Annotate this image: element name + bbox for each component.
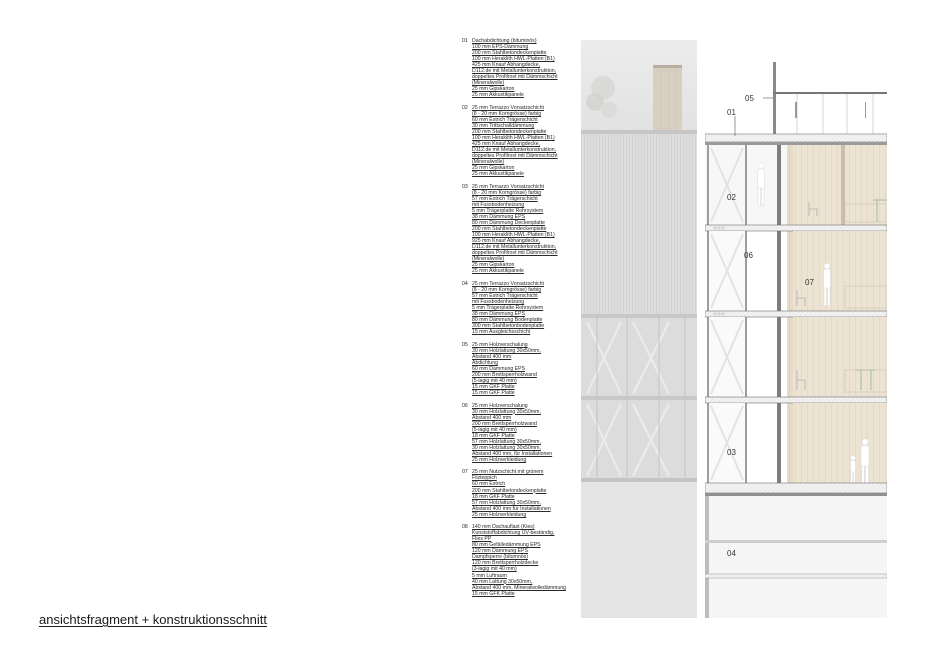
label-05: 05	[745, 94, 754, 103]
roof-edge	[581, 130, 697, 134]
label-07: 07	[805, 278, 814, 287]
spec-item-04	[462, 281, 580, 335]
spec-item-01	[462, 38, 580, 98]
spec-line: 25 mm Gipskarton	[472, 165, 515, 172]
spec-line: 38 mm Dämmung EPS	[472, 214, 526, 221]
spec-line: 25 mm Akkustikpanele	[472, 268, 524, 275]
spec-line: Abstand 400 mm für Installationen	[472, 505, 551, 512]
spec-line: 57 mm Estrich Trägerschicht	[472, 195, 538, 202]
spec-line: 200 mm Stahlbetondeckenplatte	[472, 50, 547, 57]
spec-line: 57 mm Estrich Trägerschicht	[472, 293, 538, 299]
spec-line: 425 mm Knauf Abhangdecke,	[472, 141, 541, 148]
label-06: 06	[744, 251, 753, 260]
spec-line: 5 mm Luftraum	[472, 572, 507, 579]
floor-slab	[705, 225, 887, 231]
spec-line: 30 mm Trittschalldämmung	[472, 123, 535, 129]
spec-line: 25 mm Gipskarton	[472, 262, 515, 269]
spec-line: 30 mm Holzlattung 30x50mm,	[472, 444, 541, 451]
rooftop-wooden-box	[653, 65, 682, 131]
spec-line: 15 mm GFK Platte	[472, 590, 515, 597]
rooftop-structure	[773, 62, 887, 138]
spec-item-03	[462, 184, 580, 275]
spec-line: (5-lagig mit 40 mm)	[472, 426, 517, 433]
spec-line: 200 mm Stahlbetondeckenplatte	[472, 487, 547, 494]
spec-line: 80 mm Dämmung Deckenplatte	[472, 220, 545, 227]
spec-number: 05	[462, 341, 468, 348]
spec-line: 25 mm Holzverkleidung	[472, 511, 527, 518]
spec-line: 200 mm Brettsperrholzwand	[472, 371, 537, 378]
spec-line: 140 mm Dachauflast (Kies)	[472, 524, 535, 531]
spec-line: Abstand 400 mm, Mineralwolledämmung	[472, 584, 566, 591]
spec-line: (Mineralwolle)	[472, 256, 505, 263]
spec-line: 25 mm Gipskarton	[472, 86, 515, 93]
spec-number: 07	[462, 469, 468, 476]
spec-line: mit Fussbodenheizung	[472, 201, 525, 208]
spec-line: (8 - 20 mm Korngrösse) farbig	[472, 286, 542, 293]
spec-line: 15 mm Ausgleichsschicht	[472, 329, 531, 336]
spec-number: 06	[462, 402, 468, 409]
spec-line: 40 mm Lattung 30x50mm,	[472, 578, 533, 585]
spec-line: 100 mm Heraklith HWL-Platten (B1)	[472, 56, 555, 63]
spec-line: 25 mm Terrazzo Vorsatzschicht	[472, 280, 544, 287]
spec-line: 60 mm Dämmung EPS	[472, 365, 526, 372]
spec-line: 60 mm Estrich	[472, 481, 506, 488]
spec-line: 25 mm Terrazzo Vorsatzschicht	[472, 183, 544, 190]
facade-cladding	[581, 134, 697, 314]
spec-line: 18 mm GKF Platte	[472, 432, 515, 439]
spec-line: 25 mm Holzverschalung	[472, 402, 528, 409]
child-figure	[851, 456, 856, 484]
label-02: 02	[727, 193, 736, 202]
spec-line: 80 mm Gefälledämmung EPS	[472, 542, 541, 549]
spec-line: 200 mm Stahlbetondeckenplatte	[472, 226, 547, 233]
page-title: ansichtsfragment + konstruktionsschnitt	[39, 612, 267, 627]
spec-line: (3-lagig mit 40 mm)	[472, 566, 517, 573]
spec-line: 30 mm Holzlattung 30x50mm,	[472, 408, 541, 415]
spec-line: 25 mm Akkustikpanele	[472, 171, 524, 178]
construction-spec-list	[462, 38, 580, 603]
spec-line: 25 mm Holzverschalung	[472, 341, 528, 348]
spec-item-07	[462, 469, 580, 517]
spec-line: 5 mm Trägerplatte Rohrsystem	[472, 208, 544, 214]
spec-line: doppeltes Profilrost mit Dämmschicht	[472, 250, 558, 257]
construction-section	[705, 54, 887, 618]
spec-line: 25 mm Terrazzo Vorsatzschicht	[472, 104, 544, 111]
spec-line: 60 mm Estrich Trägerschicht	[472, 116, 538, 123]
spec-line: 18 mm GKF Platte	[472, 493, 515, 500]
spec-line: mit Fussbodenheizung	[472, 299, 525, 306]
spec-line: Dachabdichtung (bituminös)	[472, 38, 537, 44]
spec-number: 04	[462, 280, 468, 287]
spec-line: D112.de mit Metallunterkonstruktion,	[472, 244, 557, 251]
spec-item-02	[462, 105, 580, 178]
spec-line: doppeltes Profilrost mit Dämmschicht	[472, 74, 558, 81]
spec-line: 25 mm Holzverkleidung	[472, 456, 527, 463]
spec-line: 100 mm EPS-Dämmung	[472, 44, 529, 51]
spec-item-08	[462, 524, 580, 597]
spec-line: D112.de mit Metallunterkonstruktion,	[472, 147, 557, 154]
spec-line: 100 mm Heraklith HWL-Platten (B1)	[472, 232, 555, 239]
elevation-fragment	[581, 40, 697, 618]
spec-line: 80 mm Dämmung Bodenplatte	[472, 317, 543, 324]
spec-line: Abstand 400 mm	[472, 353, 512, 360]
spec-line: Kunststoffabdichtung UV-beständig,	[472, 530, 555, 537]
plinth	[581, 482, 697, 618]
spec-line: Abdichtung	[472, 359, 498, 366]
spec-line: 57 mm Holzlattung 30x50mm,	[472, 499, 541, 506]
spec-line: Dampfsperre (bitumnös)	[472, 554, 528, 561]
spec-number: 03	[462, 183, 468, 190]
spec-line: 25 mm Nutzschicht mit grünem	[472, 469, 544, 476]
spec-line: 925 mm Knauf Abhangdecke,	[472, 238, 541, 245]
spec-line: 120 mm Brettsperrholzdecke	[472, 560, 539, 567]
spec-line: Filzteppich	[472, 475, 497, 482]
spec-line: 15 mm GKF Platte	[472, 384, 515, 391]
spec-line: (Mineralwolle)	[472, 80, 505, 87]
spec-item-06	[462, 403, 580, 463]
floor-slab	[705, 397, 887, 403]
spec-line: Abstand 400 mm, für Installationen	[472, 450, 553, 457]
spec-line: 30 mm Holzlattung 30x50mm,	[472, 347, 541, 354]
spec-line: (8 - 20 mm Korngrösse) farbig	[472, 189, 542, 196]
spec-line: doppeltes Profilrost mit Dämmschicht	[472, 153, 558, 160]
spec-item-05	[462, 342, 580, 396]
spec-line: 200 mm Stahlbetondeckenplatte	[472, 129, 547, 136]
spec-number: 02	[462, 104, 468, 111]
label-01: 01	[727, 108, 736, 117]
spec-line: 38 mm Dämmung EPS	[472, 311, 526, 318]
spec-number: 01	[462, 38, 468, 44]
spec-line: 15 mm GKF Platte	[472, 390, 515, 397]
spec-line: D112.de mit Metallunterkonstruktion,	[472, 68, 557, 75]
spec-line: (5-lagig mit 40 mm)	[472, 378, 517, 384]
spec-line: 425 mm Knauf Abhangdecke,	[472, 62, 541, 69]
spec-line: 300 mm Stahlbetonbodenplatte	[472, 323, 545, 330]
spec-line: 5 mm Trägerplatte Rohrsystem	[472, 305, 544, 312]
spec-line: (8 - 20 mm Korngrösse) farbig	[472, 110, 542, 117]
spec-line: 25 mm Akkustikpanele	[472, 92, 524, 99]
label-03: 03	[727, 448, 736, 457]
label-04: 04	[727, 549, 736, 558]
spec-line: 200 mm Brettsperrholzwand	[472, 420, 537, 427]
ground-slab	[705, 483, 887, 493]
spec-line: Abstand 400 mm	[472, 414, 512, 421]
spec-line: (Mineralwolle)	[472, 159, 505, 166]
floor-slab	[705, 311, 887, 317]
spec-line: 57 mm Holzlattung 30x50mm,	[472, 438, 541, 445]
roof-slab	[705, 134, 887, 142]
spec-line: 100 mm Heraklith HWL-Platten (B1)	[472, 135, 555, 142]
spec-line: 120 mm Dämmung EPS	[472, 548, 528, 555]
spec-line: Flies PP	[472, 536, 492, 543]
spec-number: 08	[462, 524, 468, 531]
